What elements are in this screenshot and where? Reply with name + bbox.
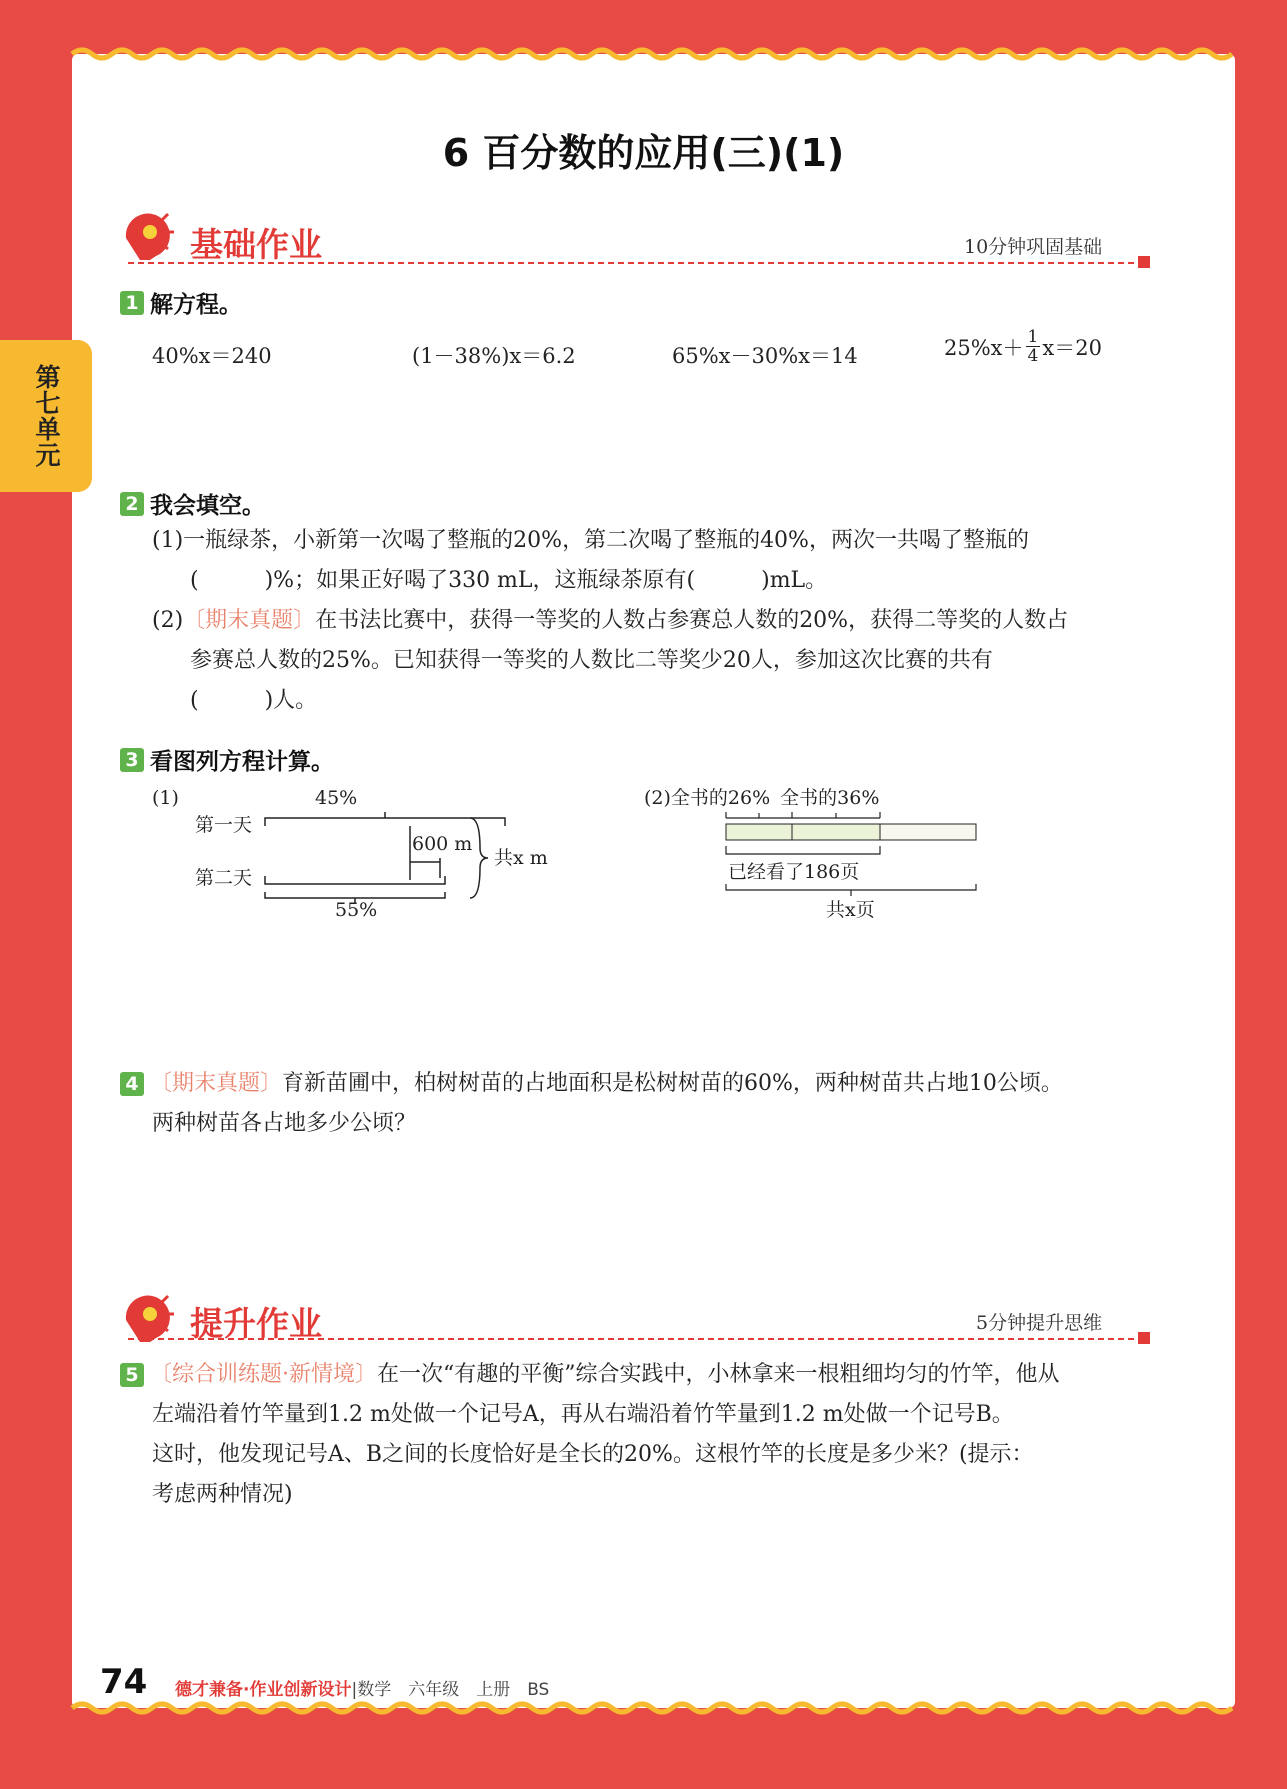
unit-tab[interactable] [0,340,92,492]
q1-eq1: 40%x＝240 [152,344,272,368]
q3-d2-header [644,787,879,809]
q3-label: 看图列方程计算。 [150,749,334,775]
q5-tag: 〔综合训练题·新情境〕 [150,1362,377,1387]
q3-d2-number: (2) [644,787,671,809]
section2-note: 5分钟提升思维 [976,1312,1103,1334]
q5-line3: 这时，他发现记号A、B之间的长度恰好是全长的20%。这根竹竿的长度是多少米？(提示： [152,1442,1034,1467]
q4-number: 4 [120,1072,144,1096]
section1-divider [128,262,1144,264]
q5-line1 [120,1355,1060,1395]
q2-label: 我会填空。 [150,493,265,519]
q1-number: 1 [120,291,144,315]
footer-brand: 德才兼备·作业创新设计 [175,1680,352,1700]
q3-d1-total: 共x m [494,847,548,869]
q4-line2: 两种树苗各占地多少公顷？ [152,1111,417,1136]
q5-number: 5 [120,1363,144,1387]
lamp-icon [118,1290,178,1344]
page-title: 6 百分数的应用(三)(1) [442,131,845,175]
q3-d2-part-b: 全书的36% [780,787,880,809]
q1-eq4-fraction [1026,328,1041,365]
q1-eq4 [944,328,1102,365]
q1-eq4-post: x＝20 [1042,335,1102,360]
fraction-denominator: 4 [1027,346,1039,366]
section2-divider [128,1338,1144,1340]
q2-p2-number: (2) [152,608,184,633]
section2-title: 提升作业 [190,1304,322,1343]
q2-p2-tag: 〔期末真题〕 [183,608,316,633]
q3-d1-day2: 第二天 [195,867,253,889]
page-number: 74 [100,1662,148,1702]
q3-d2-total: 共x页 [826,899,875,921]
q3-d2-read: 已经看了186页 [728,861,860,883]
q2-p2-line1 [152,601,1068,641]
q1-eq3: 65%x－30%x＝14 [672,344,858,368]
q5-line2: 左端沿着竹竿量到1.2 m处做一个记号A，再从右端沿着竹竿量到1.2 m处做一个记号B。 [152,1402,1014,1427]
q3-number: 3 [120,748,144,772]
q1-eq4-pre: 25%x＋ [944,335,1024,360]
section1-end-marker [1138,256,1150,268]
q3-d1-top-label: 45% [315,787,358,809]
q3-d2-part-a: 全书的26% [670,787,771,809]
q2-p2-line3: ( )人。 [190,688,318,713]
q2-p1-line2: ( )%；如果正好喝了330 mL，这瓶绿茶原有( )mL。 [190,568,828,593]
footer-text [175,1675,549,1700]
q2-p1-line1: (1)一瓶绿茶，小新第一次喝了整瓶的20%，第二次喝了整瓶的40%，两次一共喝了整瓶的 [152,528,1029,553]
q5-text: 在一次“有趣的平衡”综合实践中，小林拿来一根粗细均匀的竹竿，他从 [377,1362,1060,1387]
section1-note: 10分钟巩固基础 [964,236,1103,258]
q2-p2-line2: 参赛总人数的25%。已知获得一等奖的人数比二等奖少20人，参加这次比赛的共有 [190,648,993,673]
q3-d1-bottom-label: 55% [335,899,378,921]
q2-number: 2 [120,492,144,516]
q5-line4: 考虑两种情况) [152,1482,293,1507]
q4-tag: 〔期末真题〕 [150,1071,283,1096]
q3-d1-mid-label: 600 m [412,833,473,855]
q2-p2-text: 在书法比赛中，获得一等奖的人数占参赛总人数的20%，获得二等奖的人数占 [315,608,1069,633]
q3-d1-number: (1) [152,787,179,809]
q3-diagram-2 [640,780,1000,930]
footer-meta: |数学 六年级 上册 BS [351,1680,550,1700]
q4-text: 育新苗圃中，柏树树苗的占地面积是松树树苗的60%，两种树苗共占地10公顷。 [282,1071,1063,1096]
section2-end-marker [1138,1332,1150,1344]
q3-d1-day1: 第一天 [195,814,253,836]
lamp-icon [118,208,178,262]
q4-line1 [120,1064,1063,1104]
q1-eq2: (1－38%)x＝6.2 [412,344,576,368]
unit-tab-label: 第七单元 [32,364,61,468]
q1-label: 解方程。 [150,292,242,318]
section1-title: 基础作业 [190,225,322,264]
q3-diagram-1 [150,780,570,930]
fraction-numerator: 1 [1027,327,1039,347]
